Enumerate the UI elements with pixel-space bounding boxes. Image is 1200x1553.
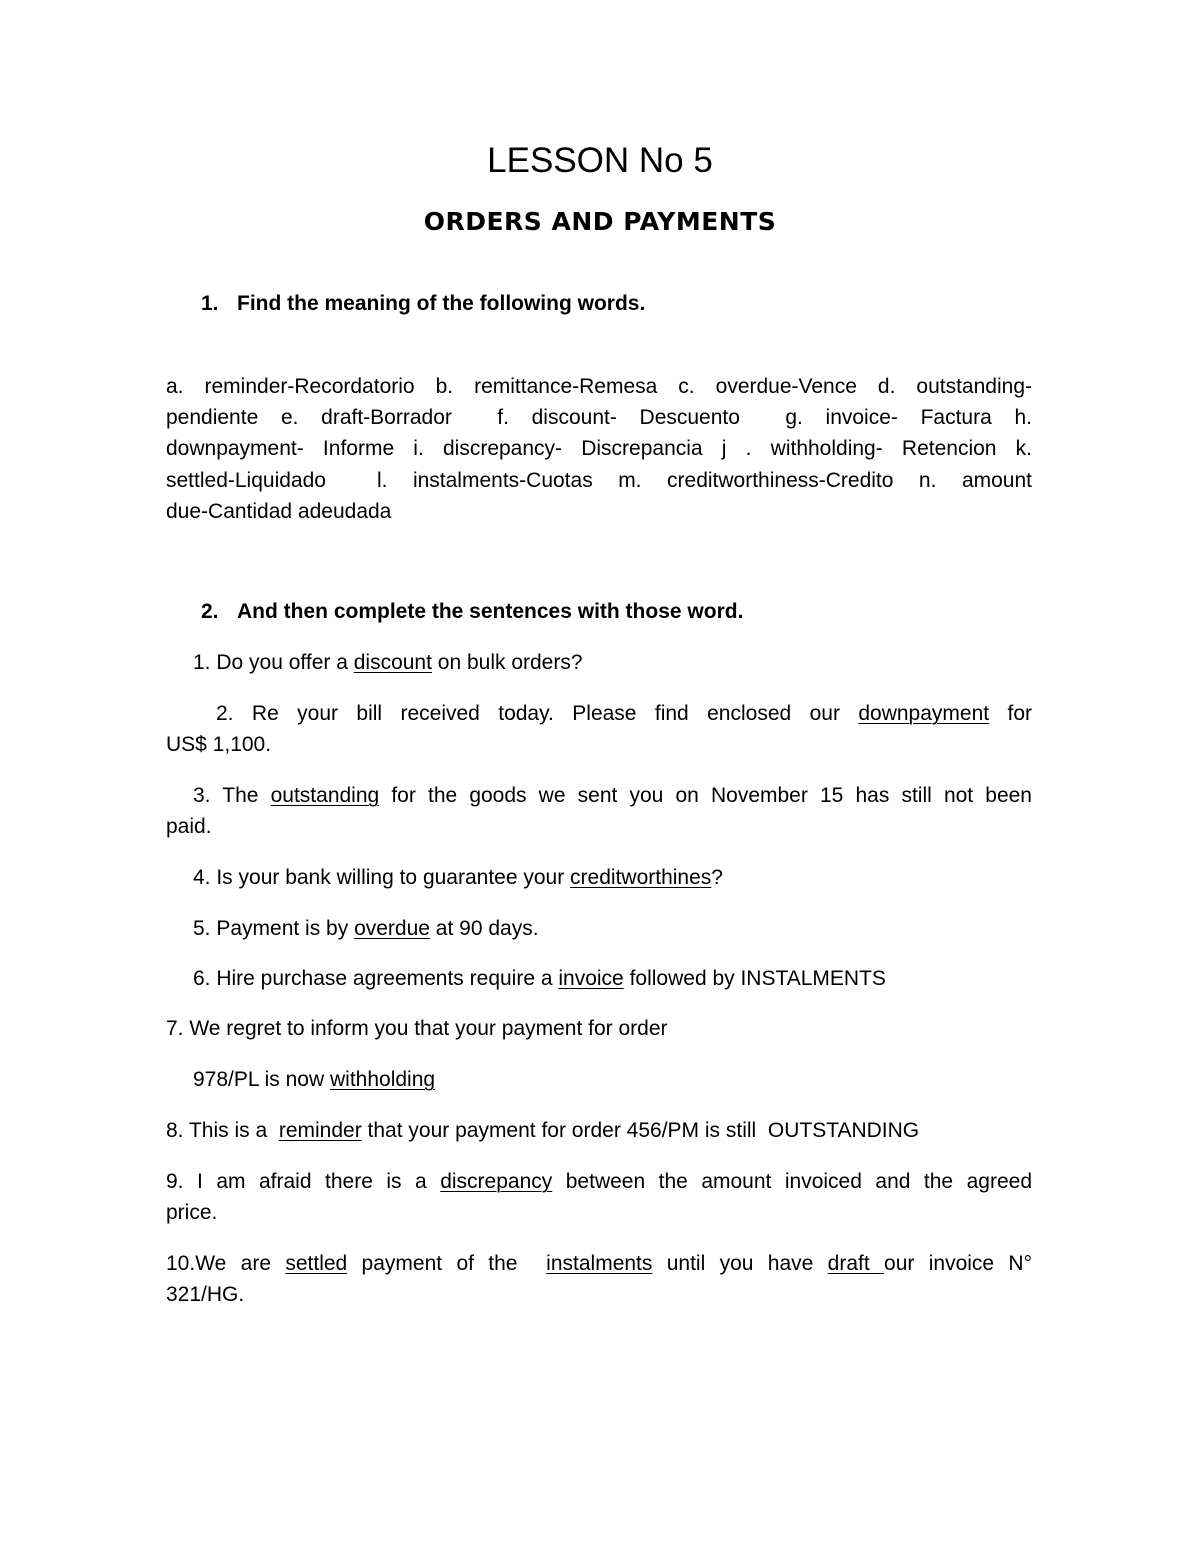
sentence-10-answer-3: draft [827, 1252, 885, 1275]
sentence-4-text-a: 4. Is your bank willing to guarantee your [193, 866, 571, 889]
sentence-6-answer: invoice [558, 967, 624, 990]
sentence-10-text-d: our invoice N° [884, 1252, 1032, 1275]
sentence-8 [166, 1115, 919, 1146]
section-1-heading [201, 290, 645, 318]
sentence-7-text-c: 978/PL is now [193, 1068, 330, 1091]
sentence-2-answer: downpayment [858, 702, 990, 725]
sentence-3-text-b: for the goods we sent you on November 15 has still not been [379, 784, 1032, 807]
sentence-6 [193, 963, 886, 994]
sentence-8-text-b: that your payment for order 456/PM is still OUTSTANDING [361, 1119, 920, 1142]
sentence-9-text-b: between the amount invoiced and the agreed [552, 1170, 1032, 1193]
sentence-8-text-a: 8. This is a [166, 1119, 279, 1142]
section-2-heading [201, 598, 743, 626]
sentence-10-line-2: 321/HG. [166, 1283, 245, 1306]
sentence-3-line-1 [193, 780, 1032, 811]
sentence-10-text-b: payment of the [347, 1252, 547, 1275]
sentence-9-answer: discrepancy [440, 1170, 553, 1193]
sentence-7-line-1: 7. We regret to inform you that your payment for order [166, 1017, 668, 1040]
section-1-number: 1. [201, 292, 219, 315]
vocabulary-line-5: due-Cantidad adeudada [166, 499, 392, 523]
sentence-9-line-2: price. [166, 1201, 218, 1224]
vocabulary-paragraph [166, 371, 1032, 527]
sentence-6-text-b: followed by INSTALMENTS [623, 967, 886, 990]
sentence-1-text-b: on bulk orders? [431, 651, 583, 674]
sentence-3-text-a: 3. The [193, 784, 271, 807]
sentence-5 [193, 913, 539, 944]
sentence-1-text-a: 1. Do you offer a [193, 651, 354, 674]
sentence-3-line-2: paid. [166, 815, 212, 838]
sentence-4-text-b: ? [711, 866, 723, 889]
sentence-1-answer: discount [353, 651, 432, 674]
sentence-5-text-b: at 90 days. [429, 917, 539, 940]
section-2-number: 2. [201, 600, 219, 623]
sentence-5-answer: overdue [354, 917, 430, 940]
sentence-10-text-a: 10.We are [166, 1252, 286, 1275]
page-title: LESSON No 5 [487, 141, 713, 180]
sentence-6-text-a: 6. Hire purchase agreements require a [193, 967, 559, 990]
vocabulary-line-3: downpayment- Informe i. discrepancy- Discrepancia j . withholding- Retencion k. [166, 437, 1032, 461]
sentence-7-line-2 [193, 1064, 435, 1095]
sentence-4 [193, 862, 723, 893]
sentence-2-line-2: US$ 1,100. [166, 733, 272, 756]
page-subtitle: ORDERS AND PAYMENTS [423, 207, 777, 236]
sentence-2-text-b: for [989, 702, 1032, 725]
sentence-4-answer: creditworthines [570, 866, 712, 889]
section-2-heading-text: And then complete the sentences with those word. [237, 600, 744, 623]
vocabulary-line-2: pendiente e. draft-Borrador f. discount- Descuento g. invoice- Factura h. [166, 406, 1032, 430]
sentence-5-text-a: 5. Payment is by [193, 917, 355, 940]
sentence-3-answer: outstanding [270, 784, 380, 807]
sentence-9-text-a: 9. I am afraid there is a [166, 1170, 441, 1193]
sentence-2-line-1 [216, 698, 1032, 729]
sentence-10-text-c: until you have [652, 1252, 828, 1275]
section-1-heading-text: Find the meaning of the following words. [237, 292, 646, 315]
vocabulary-line-1: a. reminder-Recordatorio b. remittance-Remesa c. overdue-Vence d. outstanding- [166, 375, 1032, 398]
vocabulary-line-4: settled-Liquidado l. instalments-Cuotas m. creditworthiness-Credito n. amount [166, 468, 1032, 492]
sentence-10-line-1 [166, 1248, 1032, 1279]
sentence-9-line-1 [166, 1166, 1032, 1197]
sentence-10-answer-1: settled [285, 1252, 348, 1275]
sentence-10-answer-2: instalments [546, 1252, 653, 1275]
sentence-2-text-a: 2. Re your bill received today. Please find enclosed our [216, 702, 859, 725]
sentence-8-answer: reminder [278, 1119, 362, 1142]
sentence-1 [193, 647, 583, 678]
sentence-7-answer: withholding [329, 1068, 436, 1091]
